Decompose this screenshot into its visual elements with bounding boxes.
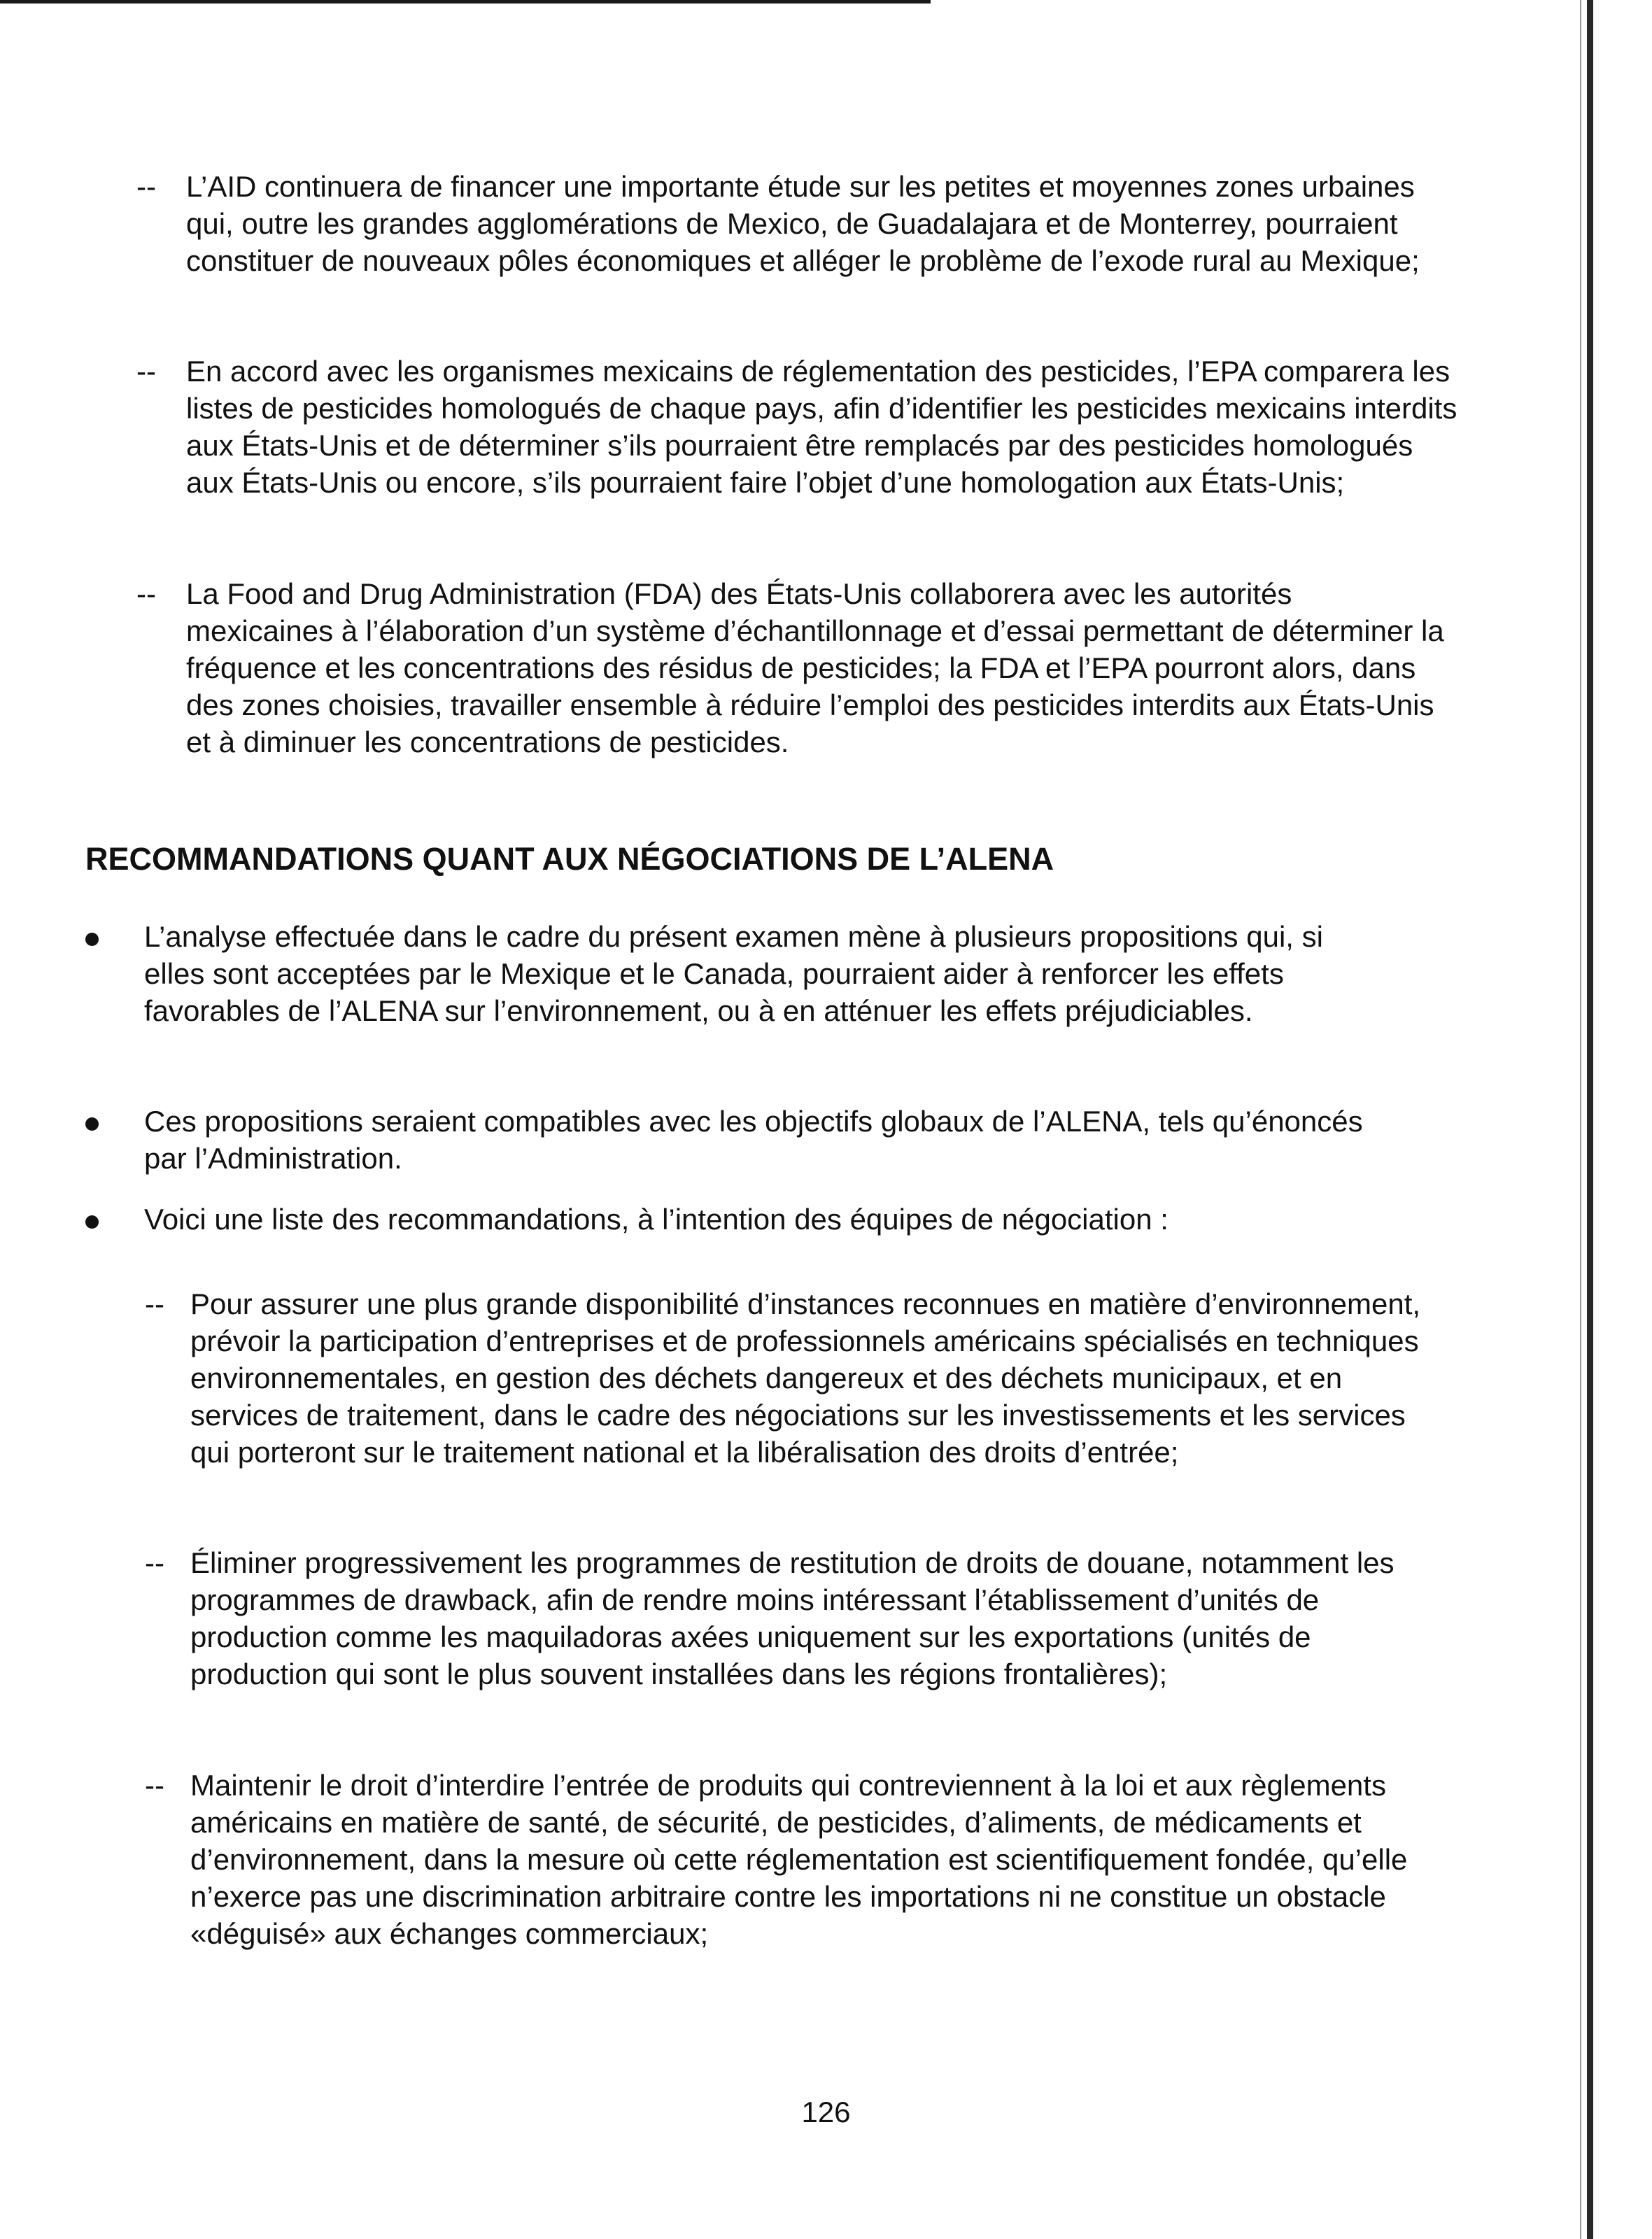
- recommendation-environment-services: Pour assurer une plus grande disponibilité d’instances reconnues en matière d’environnement, prévoir la participation d’entreprises et de professionnels américains spécialisés en techniques environnementales, en gestion des déchets dangereux et des déchets municipaux, et en services de traitement, dans le cadre des négociations sur les investissements et les services qui porteront sur le traitement national et la libéralisation des droits d’entrée;: [190, 1287, 1421, 1469]
- dash-marker: --: [136, 355, 156, 388]
- scan-top-rule: [0, 0, 931, 3]
- bullet-analysis: L’analyse effectuée dans le cadre du présent examen mène à plusieurs propositions qui, si elles sont acceptées par le Mexique et le Canada, pourraient aider à renforcer les effets favorables de l’ALENA sur l’environnement, ou à en atténuer les effets préjudiciables.: [144, 920, 1323, 1027]
- scan-right-edge: [1587, 0, 1593, 2239]
- bullet-marker: [85, 1215, 99, 1229]
- bullet-marker: [85, 933, 99, 946]
- recommendation-drawback-programs: Éliminer progressivement les programmes de restitution de droits de douane, notamment les programmes de drawback, afin de rendre moins intéressant l’établissement d’unités de production comme les maquiladoras axées uniquement sur les exportations (unités de production qui sont le plus souvent installées dans les régions frontalières);: [190, 1546, 1395, 1690]
- dash-marker: --: [145, 1287, 164, 1320]
- bullet-recommendations-intro: Voici une liste des recommandations, à l’intention des équipes de négociation :: [144, 1203, 1169, 1236]
- list-item-aid-study: L’AID continuera de financer une importante étude sur les petites et moyennes zones urbaines qui, outre les grandes agglomérations de Mexico, de Guadalajara et de Monterrey, pourraient constituer de nouveaux pôles économiques et alléger le problème de l’exode rural au Mexique;: [186, 170, 1420, 277]
- page-number: 126: [801, 2096, 851, 2128]
- bullet-marker: [85, 1117, 99, 1131]
- list-item-fda-collaboration: La Food and Drug Administration (FDA) des États-Unis collaborera avec les autorités mexicaines à l’élaboration d’un système d’échantillonnage et d’essai permettant de déterminer la fréquence et les concentrations des résidus de pesticides; la FDA et l’EPA pourront alors, dans des zones choisies, travailler ensemble à réduire l’emploi des pesticides interdits aux États-Unis et à diminuer les concentrations de pesticides.: [186, 577, 1444, 758]
- dash-marker: --: [145, 1546, 164, 1579]
- scan-edge-line: [1580, 0, 1581, 2239]
- dash-marker: --: [136, 170, 156, 203]
- list-item-epa-pesticides: En accord avec les organismes mexicains de réglementation des pesticides, l’EPA comparera les listes de pesticides homologués de chaque pays, afin d’identifier les pesticides mexicains interdits aux États-Unis et de déterminer s’ils pourraient être remplacés par des pesticides homologués aux États-Unis ou encore, s’ils pourraient faire l’objet d’une homologation aux États-Unis;: [186, 355, 1457, 499]
- section-heading: RECOMMANDATIONS QUANT AUX NÉGOCIATIONS DE L’ALENA: [85, 841, 1054, 877]
- dash-marker: --: [145, 1769, 164, 1802]
- bullet-compatibility: Ces propositions seraient compatibles avec les objectifs globaux de l’ALENA, tels qu’énoncés par l’Administration.: [144, 1105, 1363, 1175]
- recommendation-import-rights: Maintenir le droit d’interdire l’entrée de produits qui contreviennent à la loi et aux règlements américains en matière de santé, de sécurité, de pesticides, d’aliments, de médicaments et d’environnement, dans la mesure où cette réglementation est scientifiquement fondée, qu’elle n’exerce pas une discrimination arbitraire contre les importations ni ne constitue un obstacle «déguisé» aux échanges commerciaux;: [190, 1769, 1408, 1950]
- dash-marker: --: [136, 577, 156, 610]
